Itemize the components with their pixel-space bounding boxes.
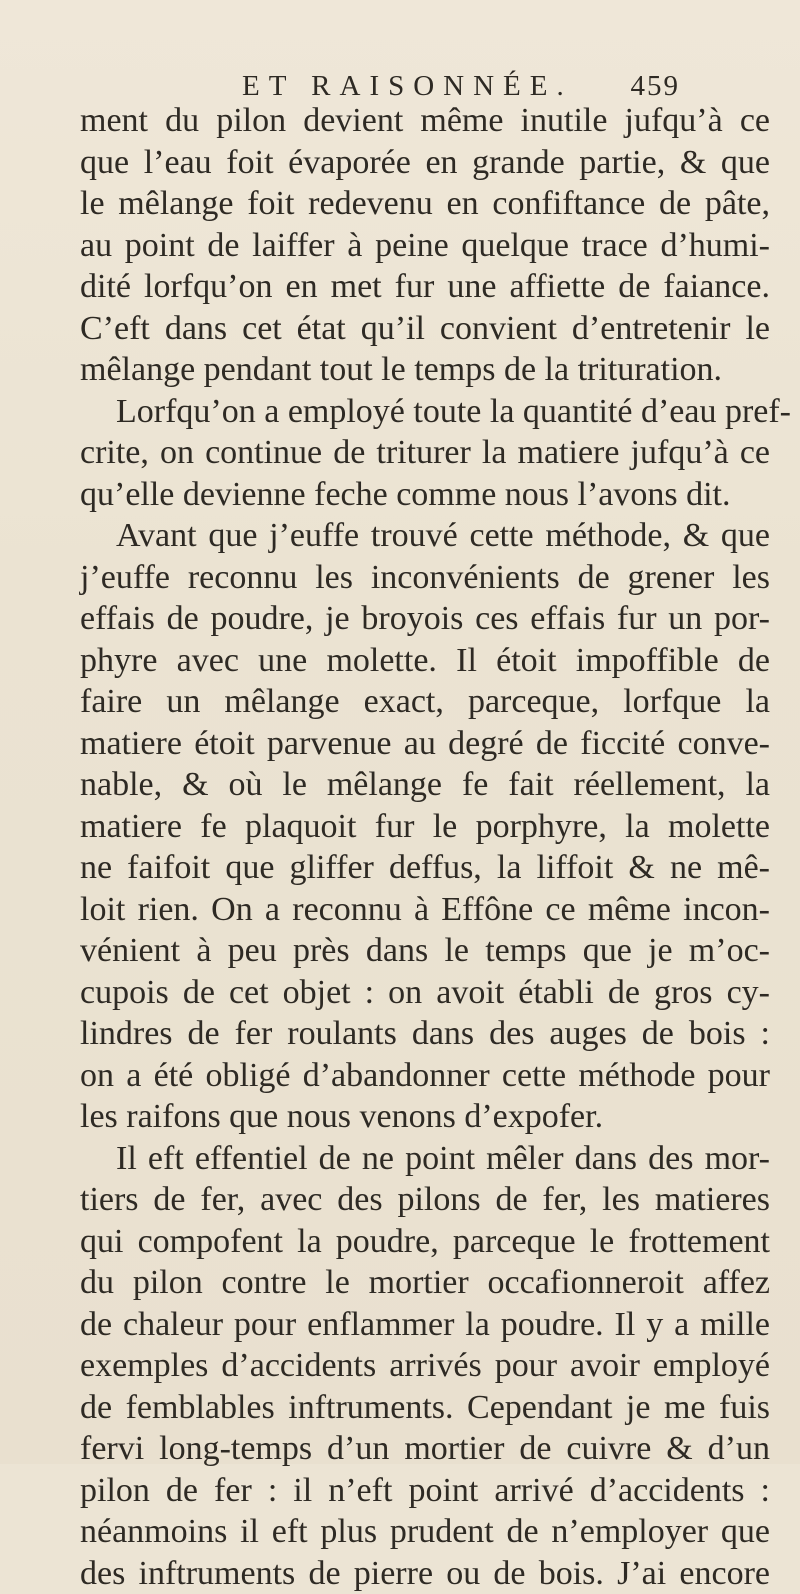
text-line: pilon de fer : il n’eft point arrivé d’accidents : (80, 1470, 770, 1512)
text-line: fervi long-temps d’un mortier de cuivre & d’un (80, 1428, 770, 1470)
text-line: tiers de fer, avec des pilons de fer, les matieres (80, 1179, 770, 1221)
text-line: au point de laiffer à peine quelque trace d’humi- (80, 225, 770, 267)
page-number: 459 (631, 70, 681, 103)
text-line: on a été obligé d’abandonner cette méthode pour (80, 1055, 770, 1097)
text-line: exemples d’accidents arrivés pour avoir employé (80, 1345, 770, 1387)
text-line: cupois de cet objet : on avoit établi de gros cy- (80, 972, 770, 1014)
text-line: ne faifoit que gliffer deffus, la liffoit & ne mê- (80, 847, 770, 889)
text-line: dité lorfqu’on en met fur une affiette de faiance. (80, 266, 770, 308)
text-line: Avant que j’euffe trouvé cette méthode, & que (80, 515, 770, 557)
text-line: loit rien. On a reconnu à Effône ce même incon- (80, 889, 770, 931)
running-title: ET RAISONNÉE. (242, 70, 573, 103)
text-line: de femblables inftruments. Cependant je me fuis (80, 1387, 770, 1429)
text-line: Lorfqu’on a employé toute la quantité d’eau pref- (80, 391, 770, 433)
text-line: de chaleur pour enflammer la poudre. Il y a mille (80, 1304, 770, 1346)
text-line: que l’eau foit évaporée en grande partie, & que (80, 142, 770, 184)
text-line: faire un mêlange exact, parceque, lorfque la (80, 681, 770, 723)
text-line: mêlange pendant tout le temps de la trituration. (80, 349, 770, 391)
text-line: lindres de fer roulants dans des auges de bois : (80, 1013, 770, 1055)
text-line: crite, on continue de triturer la matiere jufqu’à ce (80, 432, 770, 474)
text-line: qu’elle devienne feche comme nous l’avons dit. (80, 474, 770, 516)
text-line: vénient à peu près dans le temps que je m’oc- (80, 930, 770, 972)
text-line: ment du pilon devient même inutile jufqu’à ce (80, 100, 770, 142)
text-line: phyre avec une molette. Il étoit impoffible de (80, 640, 770, 682)
text-line: les raifons que nous venons d’expofer. (80, 1096, 770, 1138)
text-line: des inftruments de pierre ou de bois. J’ai encore (80, 1553, 770, 1594)
text-line: matiere étoit parvenue au degré de ficcité conve- (80, 723, 770, 765)
text-line: effais de poudre, je broyois ces effais fur un por- (80, 598, 770, 640)
text-line: j’euffe reconnu les inconvénients de grener les (80, 557, 770, 599)
text-line: du pilon contre le mortier occafionneroit affez (80, 1262, 770, 1304)
text-line: Il eft effentiel de ne point mêler dans des mor- (80, 1138, 770, 1180)
text-line: C’eft dans cet état qu’il convient d’entretenir le (80, 308, 770, 350)
text-line: qui compofent la poudre, parceque le frottement (80, 1221, 770, 1263)
text-line: nable, & où le mêlange fe fait réellement, la (80, 764, 770, 806)
text-line: matiere fe plaquoit fur le porphyre, la molette (80, 806, 770, 848)
body-text (80, 100, 770, 1594)
text-line: le mêlange foit redevenu en confiftance de pâte, (80, 183, 770, 225)
text-line: néanmoins il eft plus prudent de n’employer que (80, 1511, 770, 1553)
